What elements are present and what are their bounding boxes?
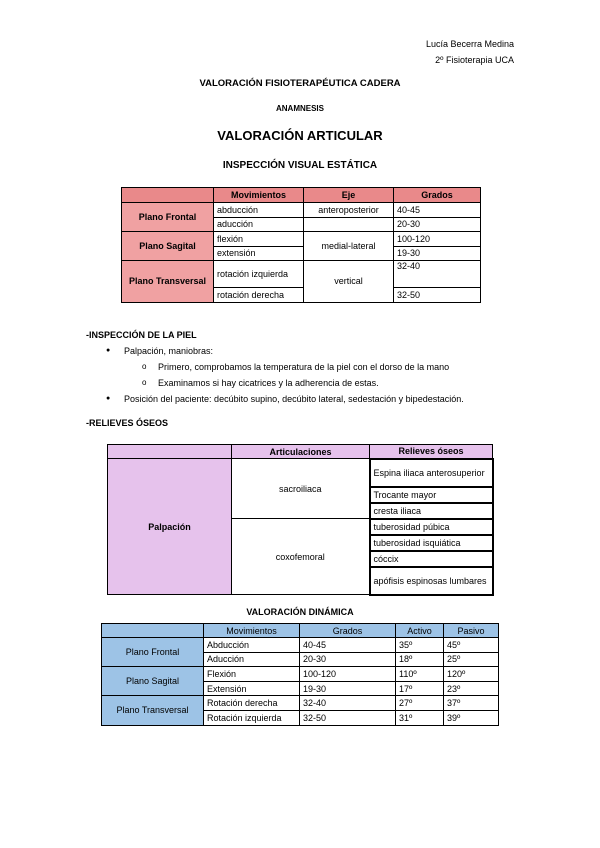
degrees-cell: 19-30 [300,681,396,696]
table-header-cell: Movimientos [204,624,300,638]
movement-cell: rotación derecha [214,288,304,303]
table-header-cell: Pasivo [444,624,499,638]
passive-cell: 23º [444,681,499,696]
relief-cell: tuberosidad isquiática [370,535,493,551]
movement-cell: aducción [214,217,304,232]
degrees-cell: 32-40 [394,261,481,288]
relief-cell: tuberosidad púbica [370,519,493,535]
table-row [122,203,481,218]
degrees-cell: 32-40 [300,696,396,711]
joint-cell: sacroiliaca [232,459,370,519]
relief-cell: cresta iliaca [370,503,493,519]
degrees-cell: 20-30 [300,652,396,667]
palpation-label: Palpación [108,459,232,595]
bones-heading: -RELIEVES ÓSEOS [86,418,169,428]
plane-label: Plano Transversal [102,696,204,725]
movement-cell: extensión [214,246,304,261]
list-item: o Primero, comprobamos la temperatura de la piel con el dorso de la mano [158,362,449,372]
movement-axis-table [121,187,481,303]
table-header-cell: Movimientos [214,188,304,203]
list-item: ● Palpación, maniobras: [124,346,213,356]
axis-cell: medial-lateral [304,232,394,261]
movement-cell: rotación izquierda [214,261,304,288]
axis-cell: vertical [304,261,394,303]
active-cell: 27º [396,696,444,711]
table-header-cell: Grados [394,188,481,203]
active-cell: 35º [396,638,444,653]
relief-cell: Trocante mayor [370,487,493,503]
degrees-cell: 100-120 [300,667,396,682]
table-header-cell: Articulaciones [232,445,370,459]
table-row [102,667,499,682]
table-header-cell: Activo [396,624,444,638]
table-row [108,459,493,487]
skin-heading: -INSPECCIÓN DE LA PIEL [86,330,197,340]
active-cell: 17º [396,681,444,696]
dynamic-table [101,623,499,726]
active-cell: 110º [396,667,444,682]
movement-cell: Abducción [204,638,300,653]
inspection-heading: INSPECCIÓN VISUAL ESTÁTICA [222,160,378,171]
active-cell: 31º [396,710,444,725]
table-header-row [122,188,481,203]
passive-cell: 45º [444,638,499,653]
relief-cell: Espina iliaca anterosuperior [370,459,493,487]
table-row [102,638,499,653]
degrees-cell: 40-45 [300,638,396,653]
bony-reliefs-table [107,444,494,596]
movement-cell: Aducción [204,652,300,667]
dynamic-heading: VALORACIÓN DINÁMICA [246,607,354,617]
passive-cell: 120º [444,667,499,682]
table-header-cell: Relieves óseos [370,445,493,459]
table-header-cell: Grados [300,624,396,638]
active-cell: 18º [396,652,444,667]
axis-cell: anteroposterior [304,203,394,218]
plane-label: Plano Sagital [122,232,214,261]
author-course: 2º Fisioterapia UCA [435,55,514,65]
passive-cell: 39º [444,710,499,725]
table-header-cell [108,445,232,459]
articular-heading: VALORACIÓN ARTICULAR [217,128,383,143]
table-row [102,696,499,711]
table-header-cell: Eje [304,188,394,203]
movement-cell: Extensión [204,681,300,696]
table-header-cell [102,624,204,638]
table-header-cell [122,188,214,203]
author-name: Lucía Becerra Medina [425,39,514,49]
passive-cell: 25º [444,652,499,667]
degrees-cell: 19-30 [394,246,481,261]
movement-cell: abducción [214,203,304,218]
passive-cell: 37º [444,696,499,711]
list-item: o Examinamos si hay cicatrices y la adherencia de estas. [158,378,379,388]
plane-label: Plano Sagital [102,667,204,696]
plane-label: Plano Frontal [102,638,204,667]
plane-label: Plano Transversal [122,261,214,303]
relief-cell: cóccix [370,551,493,567]
degrees-cell: 32-50 [300,710,396,725]
degrees-cell: 20-30 [394,217,481,232]
axis-cell [304,217,394,232]
movement-cell: Rotación izquierda [204,710,300,725]
joint-cell: coxofemoral [232,519,370,595]
degrees-cell: 100-120 [394,232,481,247]
degrees-cell: 32-50 [394,288,481,303]
relief-cell: apófisis espinosas lumbares [370,567,493,595]
list-item: ● Posición del paciente: decúbito supino, decúbito lateral, sedestación y bipedestación. [124,394,464,404]
movement-cell: Rotación derecha [204,696,300,711]
movement-cell: flexión [214,232,304,247]
table-header-row [102,624,499,638]
table-row [122,232,481,247]
anamnesis-heading: ANAMNESIS [275,104,324,113]
table-header-row [108,445,493,459]
movement-cell: Flexión [204,667,300,682]
table-row [122,261,481,288]
document-title: VALORACIÓN FISIOTERAPÉUTICA CADERA [199,78,401,89]
degrees-cell: 40-45 [394,203,481,218]
plane-label: Plano Frontal [122,203,214,232]
